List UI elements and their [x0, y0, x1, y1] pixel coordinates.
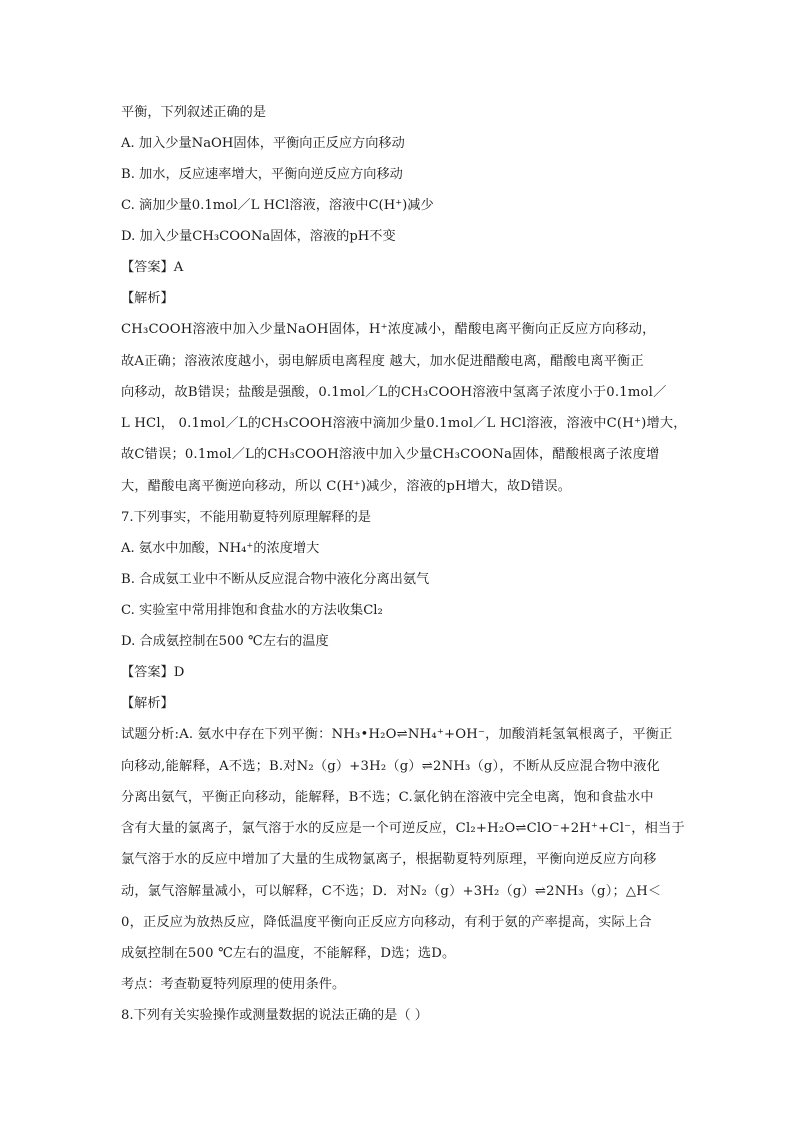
q7-stem: 7.下列事实，不能用勒夏特列原理解释的是: [121, 510, 371, 525]
q6-answer: 【答案】A: [121, 260, 184, 275]
q6-analysis-label: 【解析】: [121, 291, 174, 306]
q7-analysis-line-6: 动，氯气溶解量减小，可以解释，C不选；D．对N₂（g）+3H₂（g）⇌2NH₃（g）；△H＜: [121, 884, 662, 899]
q6-option-a: A. 加入少量NaOH固体，平衡向正反应方向移动: [121, 136, 405, 151]
q6-analysis-line-1: CH₃COOH溶液中加入少量NaOH固体，H⁺浓度减小，醋酸电离平衡向正反应方向移动，: [121, 322, 656, 337]
q7-analysis-line-2: 向移动,能解释，A不选；B.对N₂（g）+3H₂（g）⇌2NH₃（g），不断从反应混合物中液化: [121, 759, 660, 774]
q6-stem: 平衡，下列叙述正确的是: [121, 105, 267, 120]
q7-option-d: D. 合成氨控制在500 ℃左右的温度: [121, 634, 329, 649]
q7-option-a: A. 氨水中加酸，NH₄⁺的浓度增大: [121, 541, 320, 556]
q6-analysis-line-3: 向移动，故B错误；盐酸是强酸，0.1mol／L的CH₃COOH溶液中氢离子浓度小于0.1mol／: [121, 385, 667, 400]
q7-option-b: B. 合成氨工业中不断从反应混合物中液化分离出氨气: [121, 572, 430, 587]
q6-analysis-line-4: L HCl， 0.1mol／L的CH₃COOH溶液中滴加少量0.1mol／L HCl溶液，溶液中C(H⁺)增大，: [121, 416, 687, 431]
q6-option-c: C. 滴加少量0.1mol／L HCl溶液，溶液中C(H⁺)减少: [121, 198, 434, 213]
q7-answer: 【答案】D: [121, 665, 185, 680]
q6-analysis-line-6: 大，醋酸电离平衡逆向移动，所以 C(H⁺)减少，溶液的pH增大，故D错误。: [121, 479, 572, 494]
q6-analysis-line-5: 故C错误；0.1mol／L的CH₃COOH溶液中加入少量CH₃COONa固体，醋酸根离子浓度增: [121, 447, 660, 462]
q7-analysis-line-1: 试题分析:A. 氨水中存在下列平衡：NH₃•H₂O⇌NH₄⁺+OH⁻，加酸消耗氢氧根离子，平衡正: [121, 727, 673, 742]
q7-analysis-line-5: 氯气溶于水的反应中增加了大量的生成物氯离子，根据勒夏特列原理，平衡向逆反应方向移: [121, 852, 657, 867]
q7-analysis-line-4: 含有大量的氯离子，氯气溶于水的反应是一个可逆反应，Cl₂+H₂O⇌ClO⁻+2H⁺+Cl⁻，相当于: [121, 821, 685, 836]
q8-stem: 8.下列有关实验操作或测量数据的说法正确的是（ ）: [121, 1008, 428, 1023]
q7-analysis-line-3: 分离出氨气，平衡正向移动，能解释，B不选；C.氯化钠在溶液中完全电离，饱和食盐水中: [121, 790, 654, 805]
q6-option-d: D. 加入少量CH₃COONa固体，溶液的pH不变: [121, 229, 396, 244]
q7-option-c: C. 实验室中常用排饱和食盐水的方法收集Cl₂: [121, 603, 383, 618]
q7-analysis-line-8: 成氨控制在500 ℃左右的温度，不能解释，D选；选D。: [121, 946, 456, 961]
q6-analysis-line-2: 故A正确；溶液浓度越小，弱电解质电离程度 越大，加水促进醋酸电离，醋酸电离平衡正: [121, 354, 644, 369]
q7-analysis-label: 【解析】: [121, 696, 174, 711]
q7-kaodian: 考点：考查勒夏特列原理的使用条件。: [121, 977, 346, 992]
q7-analysis-line-7: 0，正反应为放热反应，降低温度平衡向正反应方向移动，有利于氨的产率提高，实际上合: [121, 915, 652, 930]
q6-option-b: B. 加水，反应速率增大，平衡向逆反应方向移动: [121, 167, 403, 182]
